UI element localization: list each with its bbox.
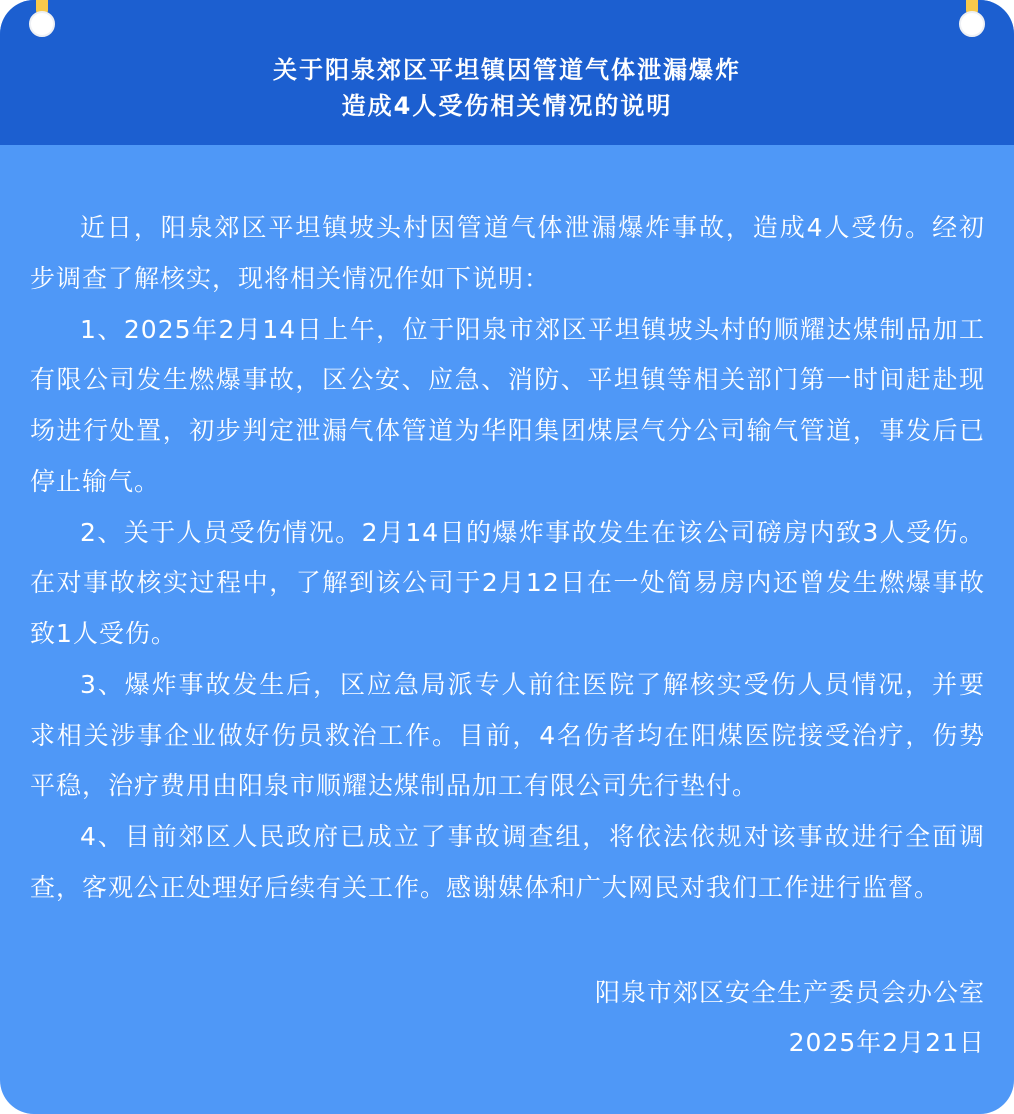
issue-date: 2025年2月21日 xyxy=(788,1028,985,1057)
notice-title xyxy=(0,52,1014,124)
text-line: 有限公司发生燃爆事故，区公安、应急、消防、平坦镇等相关部门第一时间赶赴现 xyxy=(30,365,985,395)
text-line: 求相关涉事企业做好伤员救治工作。目前，4名伤者均在阳煤医院接受治疗，伤势 xyxy=(30,720,985,750)
binder-ring-left-icon xyxy=(27,0,57,40)
paragraph-item-2 xyxy=(30,508,985,660)
issuing-organization: 阳泉市郊区安全生产委员会办公室 xyxy=(594,978,985,1007)
ring-hole xyxy=(959,11,985,37)
text-line: 4、目前郊区人民政府已成立了事故调查组，将依法依规对该事故进行全面调 xyxy=(80,822,985,852)
text-line: 查，客观公正处理好后续有关工作。感谢媒体和广大网民对我们工作进行监督。 xyxy=(30,872,941,902)
title-banner xyxy=(0,0,1014,145)
text-line: 1、2025年2月14日上午，位于阳泉市郊区平坦镇坡头村的顺耀达煤制品加工 xyxy=(80,314,985,344)
text-line: 步调查了解核实，现将相关情况作如下说明： xyxy=(30,263,551,293)
signature-block xyxy=(595,968,985,1068)
text-line: 平稳，治疗费用由阳泉市顺耀达煤制品加工有限公司先行垫付。 xyxy=(30,771,759,801)
paragraph-intro xyxy=(30,203,985,305)
paragraph-item-1 xyxy=(30,305,985,508)
text-line: 近日，阳泉郊区平坦镇坡头村因管道气体泄漏爆炸事故，造成4人受伤。经初 xyxy=(80,213,985,242)
text-line: 2、关于人员受伤情况。2月14日的爆炸事故发生在该公司磅房内致3人受伤。 xyxy=(80,517,985,547)
binder-ring-right-icon xyxy=(957,0,987,40)
text-line: 致1人受伤。 xyxy=(30,619,177,649)
title-line-1: 关于阳泉郊区平坦镇因管道气体泄漏爆炸 xyxy=(273,56,741,84)
title-line-2: 造成4人受伤相关情况的说明 xyxy=(341,92,673,120)
text-line: 3、爆炸事故发生后，区应急局派专人前往医院了解核实受伤人员情况，并要 xyxy=(80,669,985,699)
text-line: 停止输气。 xyxy=(30,466,161,496)
paragraph-item-3 xyxy=(30,660,985,812)
paragraph-item-4 xyxy=(30,812,985,914)
ring-hole xyxy=(29,11,55,37)
text-line: 在对事故核实过程中，了解到该公司于2月12日在一处简易房内还曾发生燃爆事故 xyxy=(30,568,985,598)
notice-body xyxy=(30,203,985,914)
text-line: 场进行处置，初步判定泄漏气体管道为华阳集团煤层气分公司输气管道，事发后已 xyxy=(30,416,985,446)
